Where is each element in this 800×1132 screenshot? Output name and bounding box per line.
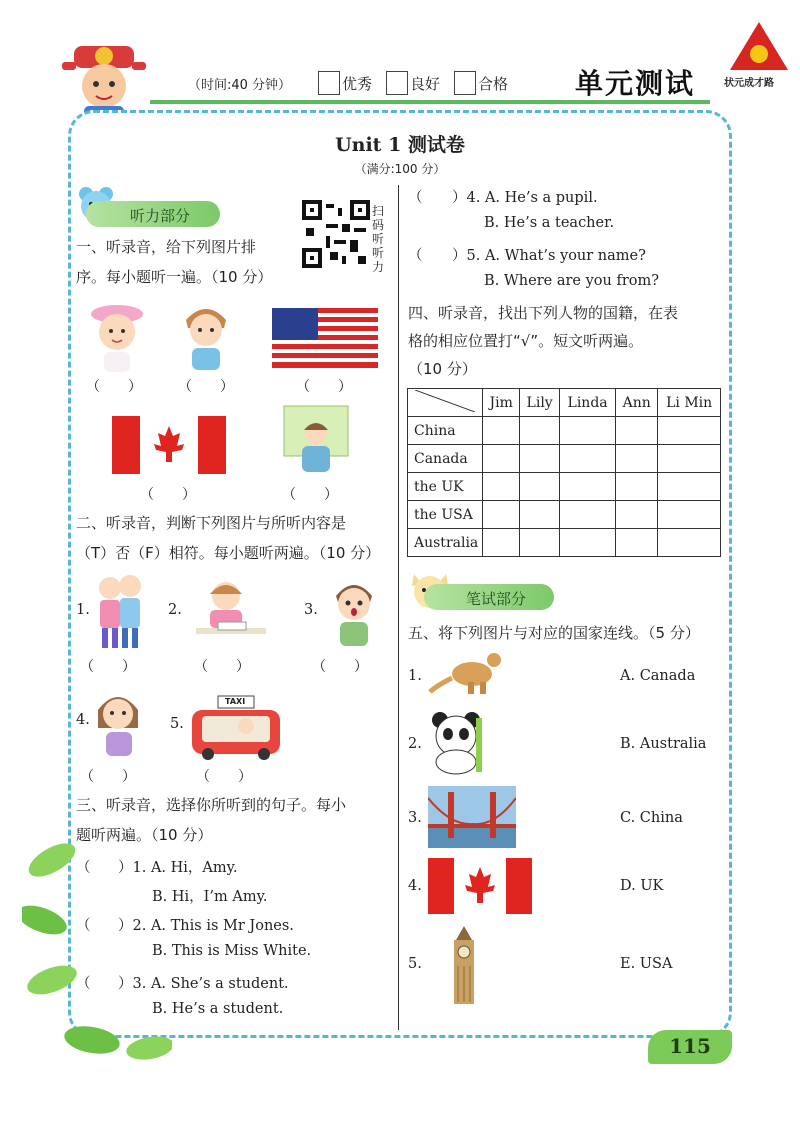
q5-option-c[interactable]: C. China — [620, 810, 683, 826]
table-col-li-min: Li Min — [658, 389, 721, 417]
q2-number-2: 2. — [168, 602, 182, 618]
table-col-lily: Lily — [520, 389, 560, 417]
table-cell[interactable] — [616, 473, 658, 501]
surprised-boy-illustration — [326, 574, 382, 648]
table-row — [408, 501, 721, 529]
q5-number-4: 4. — [408, 878, 422, 894]
taxi-sign-text: TAXI — [225, 697, 246, 706]
q1-answer-blank-5[interactable]: （ ） — [282, 487, 338, 503]
panda-illustration — [426, 710, 492, 776]
table-cell[interactable] — [658, 417, 721, 445]
canada-flag-small-illustration — [428, 858, 532, 914]
header-rule — [150, 100, 710, 104]
q1-answer-blank-2[interactable]: （ ） — [178, 379, 234, 395]
q1-title-line1: 一、听录音，给下列图片排 — [76, 238, 257, 256]
q4-title-line3: （10 分） — [408, 360, 477, 378]
q2-number-5: 5. — [170, 716, 184, 732]
girl-writing-illustration — [188, 576, 268, 646]
table-cell[interactable] — [560, 473, 616, 501]
q5-option-d[interactable]: D. UK — [620, 878, 664, 894]
publisher-logo-text: 状元成才路 — [724, 78, 774, 89]
q3-item-5-b: B. Where are you from? — [484, 273, 660, 289]
q1-answer-blank-4[interactable]: （ ） — [140, 487, 196, 503]
q3-item-4-b: B. He’s a teacher. — [484, 215, 615, 231]
q3-item-3-b: B. He’s a student. — [152, 1001, 284, 1017]
girl-thinking-illustration — [92, 684, 144, 758]
q3-item-3-open[interactable]: （ — [76, 976, 91, 992]
publisher-logo-icon — [728, 20, 790, 72]
q5-number-2: 2. — [408, 736, 422, 752]
table-row-canada: Canada — [408, 445, 483, 473]
q2-number-1: 1. — [76, 602, 90, 618]
table-cell[interactable] — [483, 417, 520, 445]
q3-item-5-a: ）5. A. What’s your name? — [452, 248, 646, 264]
q5-title: 五、将下列图片与对应的国家连线。（5 分） — [408, 624, 700, 642]
q3-item-3-a: ）3. A. She’s a student. — [118, 976, 289, 992]
q5-number-3: 3. — [408, 810, 422, 826]
listening-section-banner: 听力部分 — [86, 201, 220, 227]
table-cell[interactable] — [520, 445, 560, 473]
usa-flag-illustration — [272, 308, 378, 368]
table-cell[interactable] — [658, 473, 721, 501]
column-divider — [398, 185, 399, 1030]
q3-item-1-open[interactable]: （ — [76, 860, 91, 876]
qr-code-label: 扫码听听力 — [372, 204, 385, 274]
table-cell[interactable] — [520, 473, 560, 501]
q5-option-a[interactable]: A. Canada — [620, 668, 696, 684]
q5-number-1: 1. — [408, 668, 422, 684]
table-cell[interactable] — [560, 501, 616, 529]
q2-title-line1: 二、听录音，判断下列图片与所听内容是 — [76, 514, 347, 532]
unit-title: Unit 1 测试卷 — [335, 134, 465, 156]
table-row-usa: the USA — [408, 501, 483, 529]
table-cell[interactable] — [658, 529, 721, 557]
q2-answer-blank-3[interactable]: （ ） — [312, 659, 368, 675]
writing-section-banner: 笔试部分 — [424, 584, 554, 610]
table-cell[interactable] — [658, 501, 721, 529]
full-score: （满分:100 分） — [354, 162, 446, 176]
qr-code-icon[interactable] — [302, 200, 370, 268]
page-number: 115 — [669, 1034, 711, 1058]
table-cell[interactable] — [616, 445, 658, 473]
table-cell[interactable] — [520, 417, 560, 445]
q2-answer-blank-1[interactable]: （ ） — [80, 659, 136, 675]
table-col-jim: Jim — [483, 389, 520, 417]
table-row — [408, 529, 721, 557]
q3-item-2-open[interactable]: （ — [76, 918, 91, 934]
table-row — [408, 417, 721, 445]
diagonal-line-icon — [415, 390, 475, 412]
table-cell[interactable] — [483, 501, 520, 529]
table-cell[interactable] — [560, 445, 616, 473]
kangaroo-illustration — [428, 646, 514, 694]
q3-item-4-a: ）4. A. He’s a pupil. — [452, 190, 598, 206]
table-col-ann: Ann — [616, 389, 658, 417]
table-cell[interactable] — [616, 417, 658, 445]
table-row-australia: Australia — [408, 529, 483, 557]
table-cell[interactable] — [616, 501, 658, 529]
table-cell[interactable] — [520, 529, 560, 557]
table-cell[interactable] — [616, 529, 658, 557]
q3-item-2-a: ）2. A. This is Mr Jones. — [118, 918, 294, 934]
q4-title-line2: 格的相应位置打“√”。短文听两遍。 — [408, 332, 644, 350]
boy-waving-illustration — [176, 298, 236, 372]
table-cell[interactable] — [483, 529, 520, 557]
q2-answer-blank-5[interactable]: （ ） — [196, 769, 252, 785]
q1-title-line2: 序。每小题听一遍。（10 分） — [76, 268, 273, 286]
grade-good-label: 良好 — [410, 75, 441, 93]
q2-number-3: 3. — [304, 602, 318, 618]
table-header-row — [408, 389, 721, 417]
q3-title-line2: 题听两遍。（10 分） — [76, 826, 213, 844]
q3-item-1-a: ）1. A. Hi，Amy. — [118, 860, 238, 876]
table-col-linda: Linda — [560, 389, 616, 417]
q3-item-5-open[interactable]: （ — [408, 248, 423, 264]
q5-number-5: 5. — [408, 956, 422, 972]
q5-option-b[interactable]: B. Australia — [620, 736, 707, 752]
q1-answer-blank-1[interactable]: （ ） — [86, 379, 142, 395]
q2-title-line2: （T）否（F）相符。每小题听两遍。（10 分） — [76, 544, 381, 562]
grade-excellent-checkbox[interactable] — [318, 71, 340, 95]
table-cell[interactable] — [483, 473, 520, 501]
two-kids-illustration — [94, 572, 146, 650]
q5-option-e[interactable]: E. USA — [620, 956, 673, 972]
table-row-china: China — [408, 417, 483, 445]
girl-with-hat-illustration — [86, 300, 148, 372]
table-cell[interactable] — [483, 445, 520, 473]
table-row — [408, 473, 721, 501]
big-ben-illustration — [444, 926, 484, 1006]
table-cell[interactable] — [560, 417, 616, 445]
grade-pass-checkbox[interactable] — [454, 71, 476, 95]
teacher-at-board-illustration — [282, 404, 350, 474]
table-cell[interactable] — [560, 529, 616, 557]
canada-flag-illustration — [112, 416, 226, 474]
q2-number-4: 4. — [76, 712, 90, 728]
table-cell[interactable] — [520, 501, 560, 529]
golden-gate-bridge-illustration — [428, 786, 516, 848]
nationality-table — [407, 388, 721, 557]
grade-pass-label: 合格 — [478, 75, 509, 93]
q3-item-1-b: B. Hi，I’m Amy. — [152, 889, 268, 905]
grade-good-checkbox[interactable] — [386, 71, 408, 95]
q3-item-4-open[interactable]: （ — [408, 190, 423, 206]
q4-title-line1: 四、听录音，找出下列人物的国籍，在表 — [408, 304, 679, 322]
table-cell[interactable] — [658, 445, 721, 473]
table-corner-cell — [408, 389, 483, 417]
q3-title-line1: 三、听录音，选择你所听到的句子。每小 — [76, 796, 347, 814]
table-row — [408, 445, 721, 473]
q1-answer-blank-3[interactable]: （ ） — [296, 379, 352, 395]
grade-excellent-label: 优秀 — [342, 75, 373, 93]
q2-answer-blank-4[interactable]: （ ） — [80, 769, 136, 785]
time-limit: （时间:40 分钟） — [188, 78, 292, 93]
table-row-uk: the UK — [408, 473, 483, 501]
unit-test-header-title: 单元测试 — [575, 67, 696, 100]
q3-item-2-b: B. This is Miss White. — [152, 943, 312, 959]
q2-answer-blank-2[interactable]: （ ） — [194, 659, 250, 675]
